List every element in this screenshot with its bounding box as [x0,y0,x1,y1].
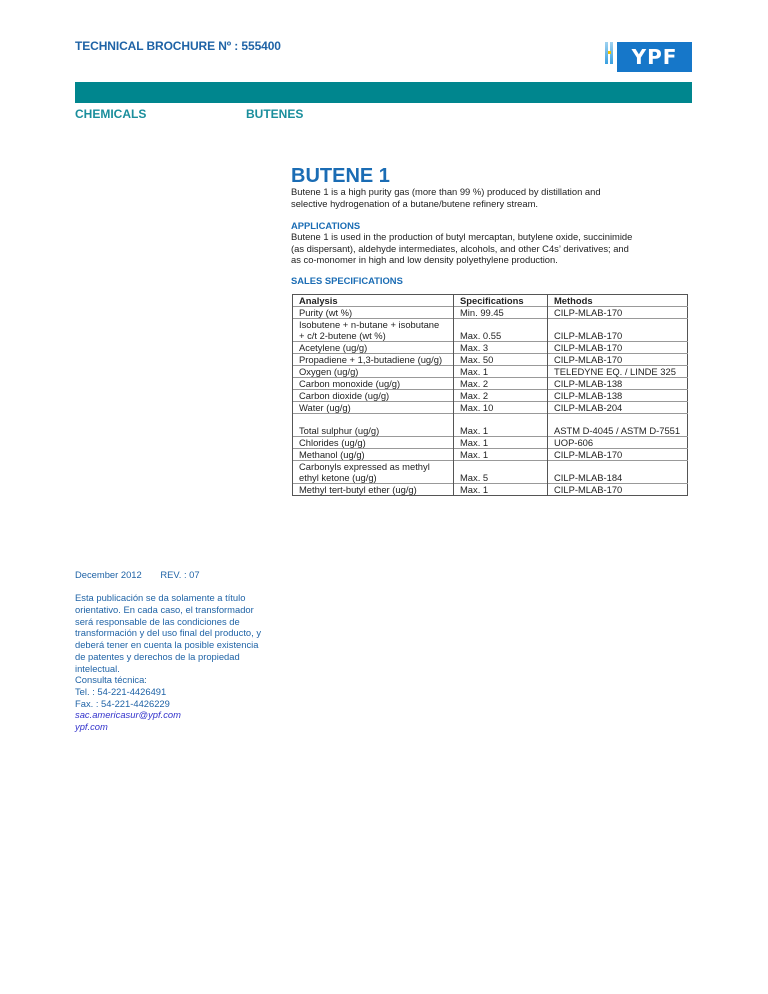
disclaimer-line: intelectual. [75,662,120,674]
applications-line: Butene 1 is used in the production of butyl mercaptan, butylene oxide, succinimide [291,231,633,242]
analysis-cell: Methanol (ug/g) [293,449,454,461]
table-row [293,378,688,390]
disclaimer-line: orientativo. En cada caso, el transformador [75,603,254,615]
header-divider-bar [75,82,692,103]
method-cell: CILP-MLAB-170 [548,354,688,366]
spec-cell: Max. 2 [454,390,548,402]
sales-specifications-heading: SALES SPECIFICATIONS [291,275,403,286]
spec-cell: Max. 50 [454,354,548,366]
spec-cell: Max. 10 [454,402,548,414]
intro-line: selective hydrogenation of a butane/butene refinery stream. [291,197,539,209]
column-header-specifications: Specifications [454,295,548,307]
spec-cell: Max. 1 [454,484,548,496]
method-cell: UOP-606 [548,437,688,449]
disclaimer-line: Esta publicación se da solamente a título [75,592,246,603]
analysis-cell: Methyl tert-butyl ether (ug/g) [293,484,454,496]
subcategory-label: BUTENES [246,107,304,121]
applications-text [291,231,711,266]
method-cell: CILP-MLAB-138 [548,390,688,402]
disclaimer-line: deberá tener en cuenta la posible existencia [75,639,259,651]
contact-fax: Fax. : 54-221-4426229 [75,697,170,709]
column-header-methods: Methods [548,295,688,307]
method-cell: CILP-MLAB-170 [548,319,688,342]
table-row [293,461,688,484]
method-cell: CILP-MLAB-138 [548,378,688,390]
table-row [293,402,688,414]
table-row [293,414,688,437]
technical-contact [75,674,275,721]
logo-wordmark: YPF [617,42,692,72]
analysis-cell: Purity (wt %) [293,307,454,319]
method-cell: CILP-MLAB-170 [548,307,688,319]
spec-cell: Max. 3 [454,342,548,354]
category-label: CHEMICALS [75,107,147,121]
disclaimer-line: será responsable de las condiciones de [75,615,240,627]
table-row [293,449,688,461]
analysis-cell: Oxygen (ug/g) [293,366,454,378]
disclaimer-line: de patentes y derechos de la propiedad [75,650,240,662]
disclaimer [75,592,275,675]
spec-cell: Min. 99.45 [454,307,548,319]
analysis-cell: Carbon dioxide (ug/g) [293,390,454,402]
method-cell: CILP-MLAB-170 [548,484,688,496]
specifications-table [292,294,688,496]
spec-cell: Max. 5 [454,461,548,484]
contact-email-link[interactable]: sac.americasur@ypf.com [75,709,181,721]
contact-tel: Tel. : 54-221-4426491 [75,685,167,697]
analysis-cell: Isobutene + n-butane + isobutane + c/t 2-butene (wt %) [293,319,454,342]
spec-cell: Max. 1 [454,366,548,378]
publication-date: December 2012 [75,569,142,580]
disclaimer-line: transformación y del uso final del producto, y [75,627,262,639]
product-title: BUTENE 1 [291,165,390,187]
website-link[interactable]: ypf.com [75,721,108,732]
table-header-row [293,295,688,307]
applications-heading: APPLICATIONS [291,220,361,231]
spec-cell: Max. 1 [454,414,548,437]
applications-line: as co-monomer in high and low density polyethylene production. [291,254,558,266]
method-cell: CILP-MLAB-204 [548,402,688,414]
method-cell: CILP-MLAB-170 [548,449,688,461]
contact-label: Consulta técnica: [75,674,147,685]
method-cell: ASTM D-4045 / ASTM D-7551 [548,414,688,437]
date-revision [75,569,275,581]
intro-line: Butene 1 is a high purity gas (more than 99 %) produced by distillation and [291,186,601,197]
method-cell: CILP-MLAB-184 [548,461,688,484]
analysis-cell: Chlorides (ug/g) [293,437,454,449]
analysis-cell: Acetylene (ug/g) [293,342,454,354]
revision-number: REV. : 07 [160,569,200,580]
flag-stripes-icon [604,42,616,64]
table-row [293,342,688,354]
spec-cell: Max. 2 [454,378,548,390]
spec-cell: Max. 1 [454,449,548,461]
analysis-cell: Carbonyls expressed as methyl ethyl ketone (ug/g) [293,461,454,484]
table-row [293,366,688,378]
analysis-cell: Water (ug/g) [293,402,454,414]
analysis-cell: Carbon monoxide (ug/g) [293,378,454,390]
spec-cell: Max. 1 [454,437,548,449]
method-cell: CILP-MLAB-170 [548,342,688,354]
method-cell: TELEDYNE EQ. / LINDE 325 [548,366,688,378]
analysis-cell: Propadiene + 1,3-butadiene (ug/g) [293,354,454,366]
applications-line: (as dispersant), aldehyde intermediates, alcohols, and other C4s’ derivatives; and [291,242,629,254]
table-row [293,390,688,402]
brochure-title: TECHNICAL BROCHURE Nº : 555400 [75,39,281,53]
table-row [293,354,688,366]
table-row [293,437,688,449]
table-row [293,484,688,496]
ypf-logo [604,40,694,74]
analysis-cell: Total sulphur (ug/g) [293,414,454,437]
table-row [293,307,688,319]
product-intro [291,186,711,209]
column-header-analysis: Analysis [293,295,454,307]
spec-cell: Max. 0.55 [454,319,548,342]
table-row [293,319,688,342]
